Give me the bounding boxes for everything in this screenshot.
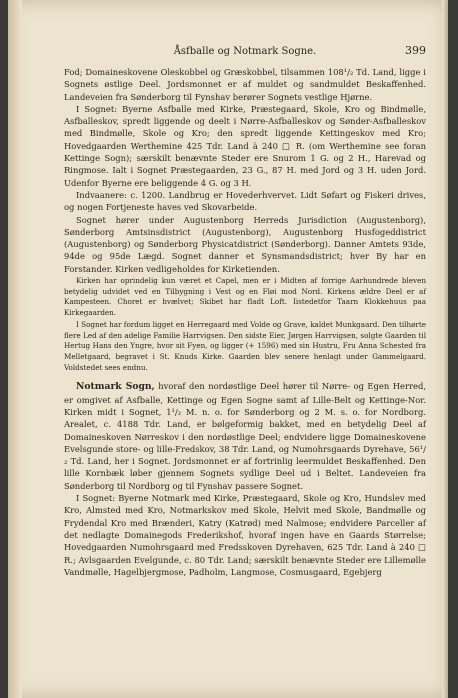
- page-edge: [442, 0, 448, 698]
- note-church: Kirken har oprindelig kun været et Capel, men er i Midten af forrige Aarhundrede bleven betydelig udvidet ved en Tilbygning i Vest og en Fløi mod Nord. Kirkens ældre Deel er af Kampesteen. Choret er hvælvet; Skibet har fladt Loft. Iistedetfor Taarn Klokkehuus paa Kirkegaarden.: [64, 276, 426, 318]
- paragraph-forest: Fod; Domaineskovene Oleskobbel og Græskobbel, tilsammen 108¹/₂ Td. Land, ligge i Sognets østlige Deel. Jordsmonnet er af muldet og sandmuldet Beskaffenhed. Landeveien fra Sønderborg til Fynshav berører Sognets vestlige Hjørne.: [64, 67, 426, 102]
- paragraph-villages: I Sognet: Byerne Asfballe med Kirke, Præstegaard, Skole, Kro og Bindmølle, Asfballeskov, spredt liggende og deelt i Nørre-Asfballeskov og Sønder-Asfballeskov med Bindmølle, Skole og Kro; den spredt liggende Kettingeskov med Kro; Hovedgaarden Werthemine 425 Tdr. Land à 240 □ R. (om Werthemine see foran Kettinge Sogn); særskilt benævnte Steder ere Snurom 1 G. og 2 H., Harevad og Ringmose. Ialt i Sognet Præstegaarden, 23 G., 87 H. med Jord og 3 H. uden Jord. Udenfor Byerne ere beliggende 4 G. og 3 H.: [64, 103, 426, 188]
- section-title: Notmark Sogn,: [76, 381, 155, 393]
- paragraph-jurisdiction: Sognet hører under Augustenborg Herreds Jurisdiction (Augustenborg), Sønderborg Amtsinsdistrict (Augustenborg), Augustenborg Husfogeddistrict (Augustenborg) og Sønderborg Physicatdistrict (Sønderborg). Danner Amtets 93de, 94de og 95de Lægd. Sognet danner et Synsmandsdistrict; hver By har en Forstander. Kirken vedligeholdes for Kirketienden.: [64, 214, 426, 274]
- note-manor: I Sognet har fordum ligget en Herregaard med Volde og Grave, kaldet Munkgaard. Den tilhørte flere Led af den adelige Familie Harrvigsen. Den sidste Eier, Jørgen Harrvigsen, solgte Gaarden til Hertug Hans den Yngre, hvor sit Fyen, og ligger (+ 1596) med sin Hustru, Fru Anna Schested fra Melletgaard, begravet i St. Knuds Kirke. Gaarden blev senere henlagt under Gammelgaard. Voldstedet sees endnu.: [64, 319, 426, 372]
- paragraph-notmark-villages: I Sognet: Byerne Notmark med Kirke, Præstegaard, Skole og Kro, Hundslev med Kro, Almsted med Kro, Notmarkskov med Skole, Helvit med Skole, Bandmølle og Frydendal Kro med Brænderi, Katry (Katrød) med Nalmose; endvidere Parceller af det nedlagte Domainegods Frederikshof, hvoraf ingen have en Gaards Størrelse; Hovedgaarden Numohrsgaard med Fredsskoven Dyrehaven, 625 Tdr. Land à 240 □ R.; Avlsgaarden Evelgunde, c. 80 Tdr. Land; særskilt benævnte Steder ere Lillemølle Vandmølle, Hagelbjergmose, Padholm, Langmose, Cosmusgaard, Egebjerg: [64, 493, 426, 577]
- page-number: 399: [405, 44, 426, 57]
- paragraph-inhabitants: Indvaanere: c. 1200. Landbrug er Hovederhvervet. Lidt Søfart og Fiskeri drives, og nogen Fortjeneste haves ved Skovarbeide.: [64, 189, 426, 213]
- page-gutter: [8, 0, 22, 698]
- book-page: [8, 0, 448, 698]
- header-title: Åsfballe og Notmark Sogne.: [173, 46, 317, 57]
- body-text: [64, 66, 426, 578]
- paragraph-notmark: [64, 380, 426, 492]
- running-header: [64, 46, 426, 62]
- notmark-description: hvoraf den nordøstlige Deel hører til Nørre- og Egen Herred, er omgivet af Asfballe, Kettinge og Egen Sogne samt af Lille-Belt og Kettinge-Nor. Kirken midt i Sognet, 1¹/₂ M. n. o. for Sønderborg og 2 M. s. o. for Nordborg. Arealet, c. 4188 Tdr. Land, er bølgeformig bakket, med en betydelig Deel af Domaineskoven Nørreskov i den nordøstlige Deel; endvidere ligge Domaineskovene Evelsgunde store- og lille-Fredskov, 38 Tdr. Land, og Numohrsgaards Dyrehave, 56¹/₂ Td. Land, her i Sognet. Jordsmonnet er af fortrinlig leermuldet Beskaffenhed. Den lille Kornbæk løber gjennem Sognets sydlige Deel ud i Beltet. Landeveien fra Sønderborg til Nordborg og til Fynshav passere Sognet.: [64, 381, 427, 491]
